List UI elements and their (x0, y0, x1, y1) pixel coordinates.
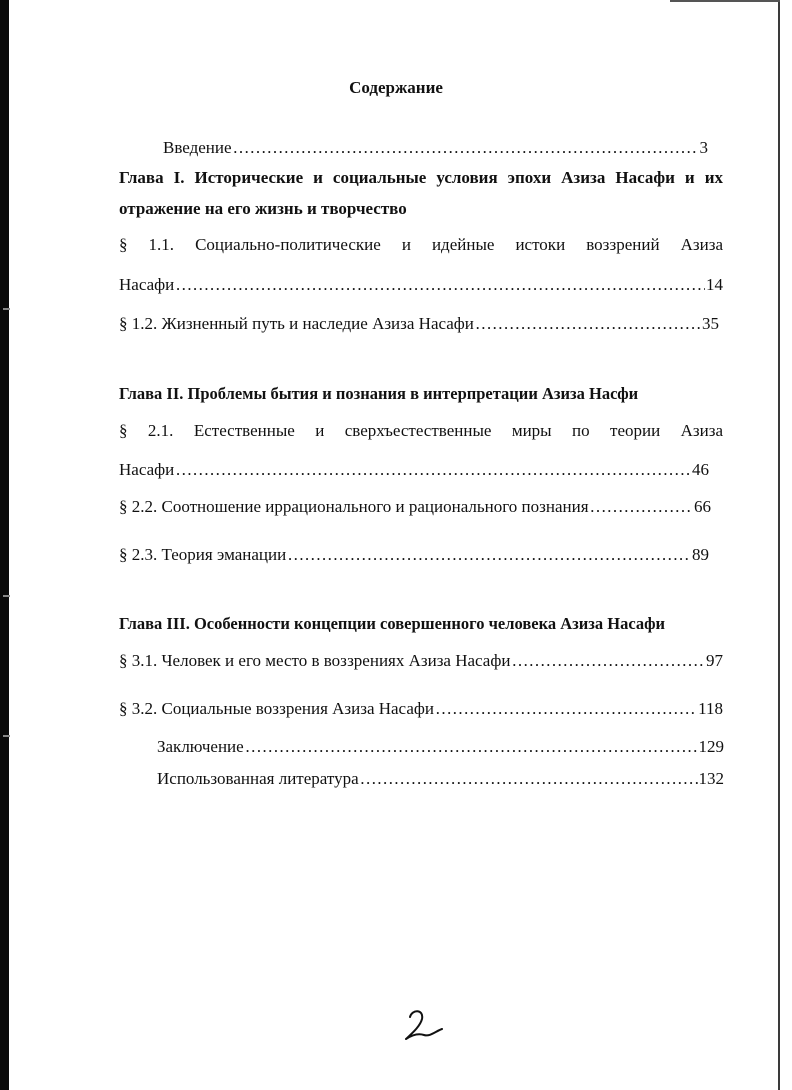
toc-label: § 1.2. Жизненный путь и наследие Азиза Насафи (119, 314, 474, 333)
toc-leader (233, 137, 699, 159)
toc-leader (475, 313, 701, 335)
toc-entry-1-1-line-2 (119, 274, 723, 296)
toc-leader (287, 544, 691, 566)
toc-entry-3-2 (119, 698, 723, 720)
toc-page: 3 (699, 138, 708, 157)
toc-label: Введение (163, 138, 232, 157)
toc-entry-literature (157, 768, 724, 790)
toc-label: § 3.2. Социальные воззрения Азиза Насафи (119, 699, 434, 718)
scan-edge-left (0, 0, 9, 1090)
toc-page: 118 (698, 699, 723, 718)
toc-leader (175, 459, 691, 481)
toc-page: 132 (698, 769, 724, 788)
toc-page: 35 (702, 314, 719, 333)
page-title: Содержание (349, 78, 443, 97)
toc-leader (590, 496, 693, 518)
chapter-1-title-line-1: Глава I. Исторические и социальные условия эпохи Азиза Насафи и их (119, 168, 723, 187)
toc-leader (511, 650, 705, 672)
toc-entry-intro (163, 137, 708, 159)
toc-page: 129 (698, 737, 724, 756)
chapter-1-title-line-2: отражение на его жизнь и творчество (119, 199, 407, 218)
toc-entry-2-1-line-1: § 2.1. Естественные и сверхъестественные миры по теории Азиза (119, 421, 723, 440)
toc-label: Использованная литература (157, 769, 359, 788)
toc-page: 66 (694, 497, 711, 516)
toc-entry-2-2 (119, 496, 711, 518)
chapter-2-title: Глава II. Проблемы бытия и познания в интерпретации Азиза Насфи (119, 384, 639, 403)
toc-label: § 2.3. Теория эманации (119, 545, 287, 564)
scan-tick (3, 308, 10, 310)
toc-label: Заключение (157, 737, 244, 756)
toc-leader (175, 274, 705, 296)
scan-edge-top (670, 0, 780, 2)
toc-entry-2-1-line-2 (119, 459, 709, 481)
toc-leader (245, 736, 698, 758)
scan-edge-right (778, 0, 780, 1090)
handwritten-page-number (398, 1005, 448, 1045)
toc-page: 89 (692, 545, 709, 564)
toc-page: 14 (706, 275, 723, 294)
toc-entry-conclusion (157, 736, 724, 758)
toc-entry-1-1-line-1: § 1.1. Социально-политические и идейные истоки воззрений Азиза (119, 235, 723, 254)
scan-tick (3, 735, 10, 737)
toc-label: § 3.1. Человек и его место в воззрениях Азиза Насафи (119, 651, 511, 670)
toc-leader (360, 768, 698, 790)
chapter-3-title: Глава III. Особенности концепции совершенного человека Азиза Насафи (119, 614, 666, 633)
toc-entry-2-3 (119, 544, 709, 566)
scan-tick (3, 595, 10, 597)
toc-page: 46 (692, 460, 709, 479)
toc-leader (435, 698, 697, 720)
toc-entry-3-1 (119, 650, 723, 672)
toc-entry-1-2 (119, 313, 719, 335)
toc-label: Насафи (119, 275, 175, 294)
toc-page: 97 (706, 651, 723, 670)
toc-label: § 2.2. Соотношение иррационального и рационального познания (119, 497, 589, 516)
toc-label: Насафи (119, 460, 175, 479)
